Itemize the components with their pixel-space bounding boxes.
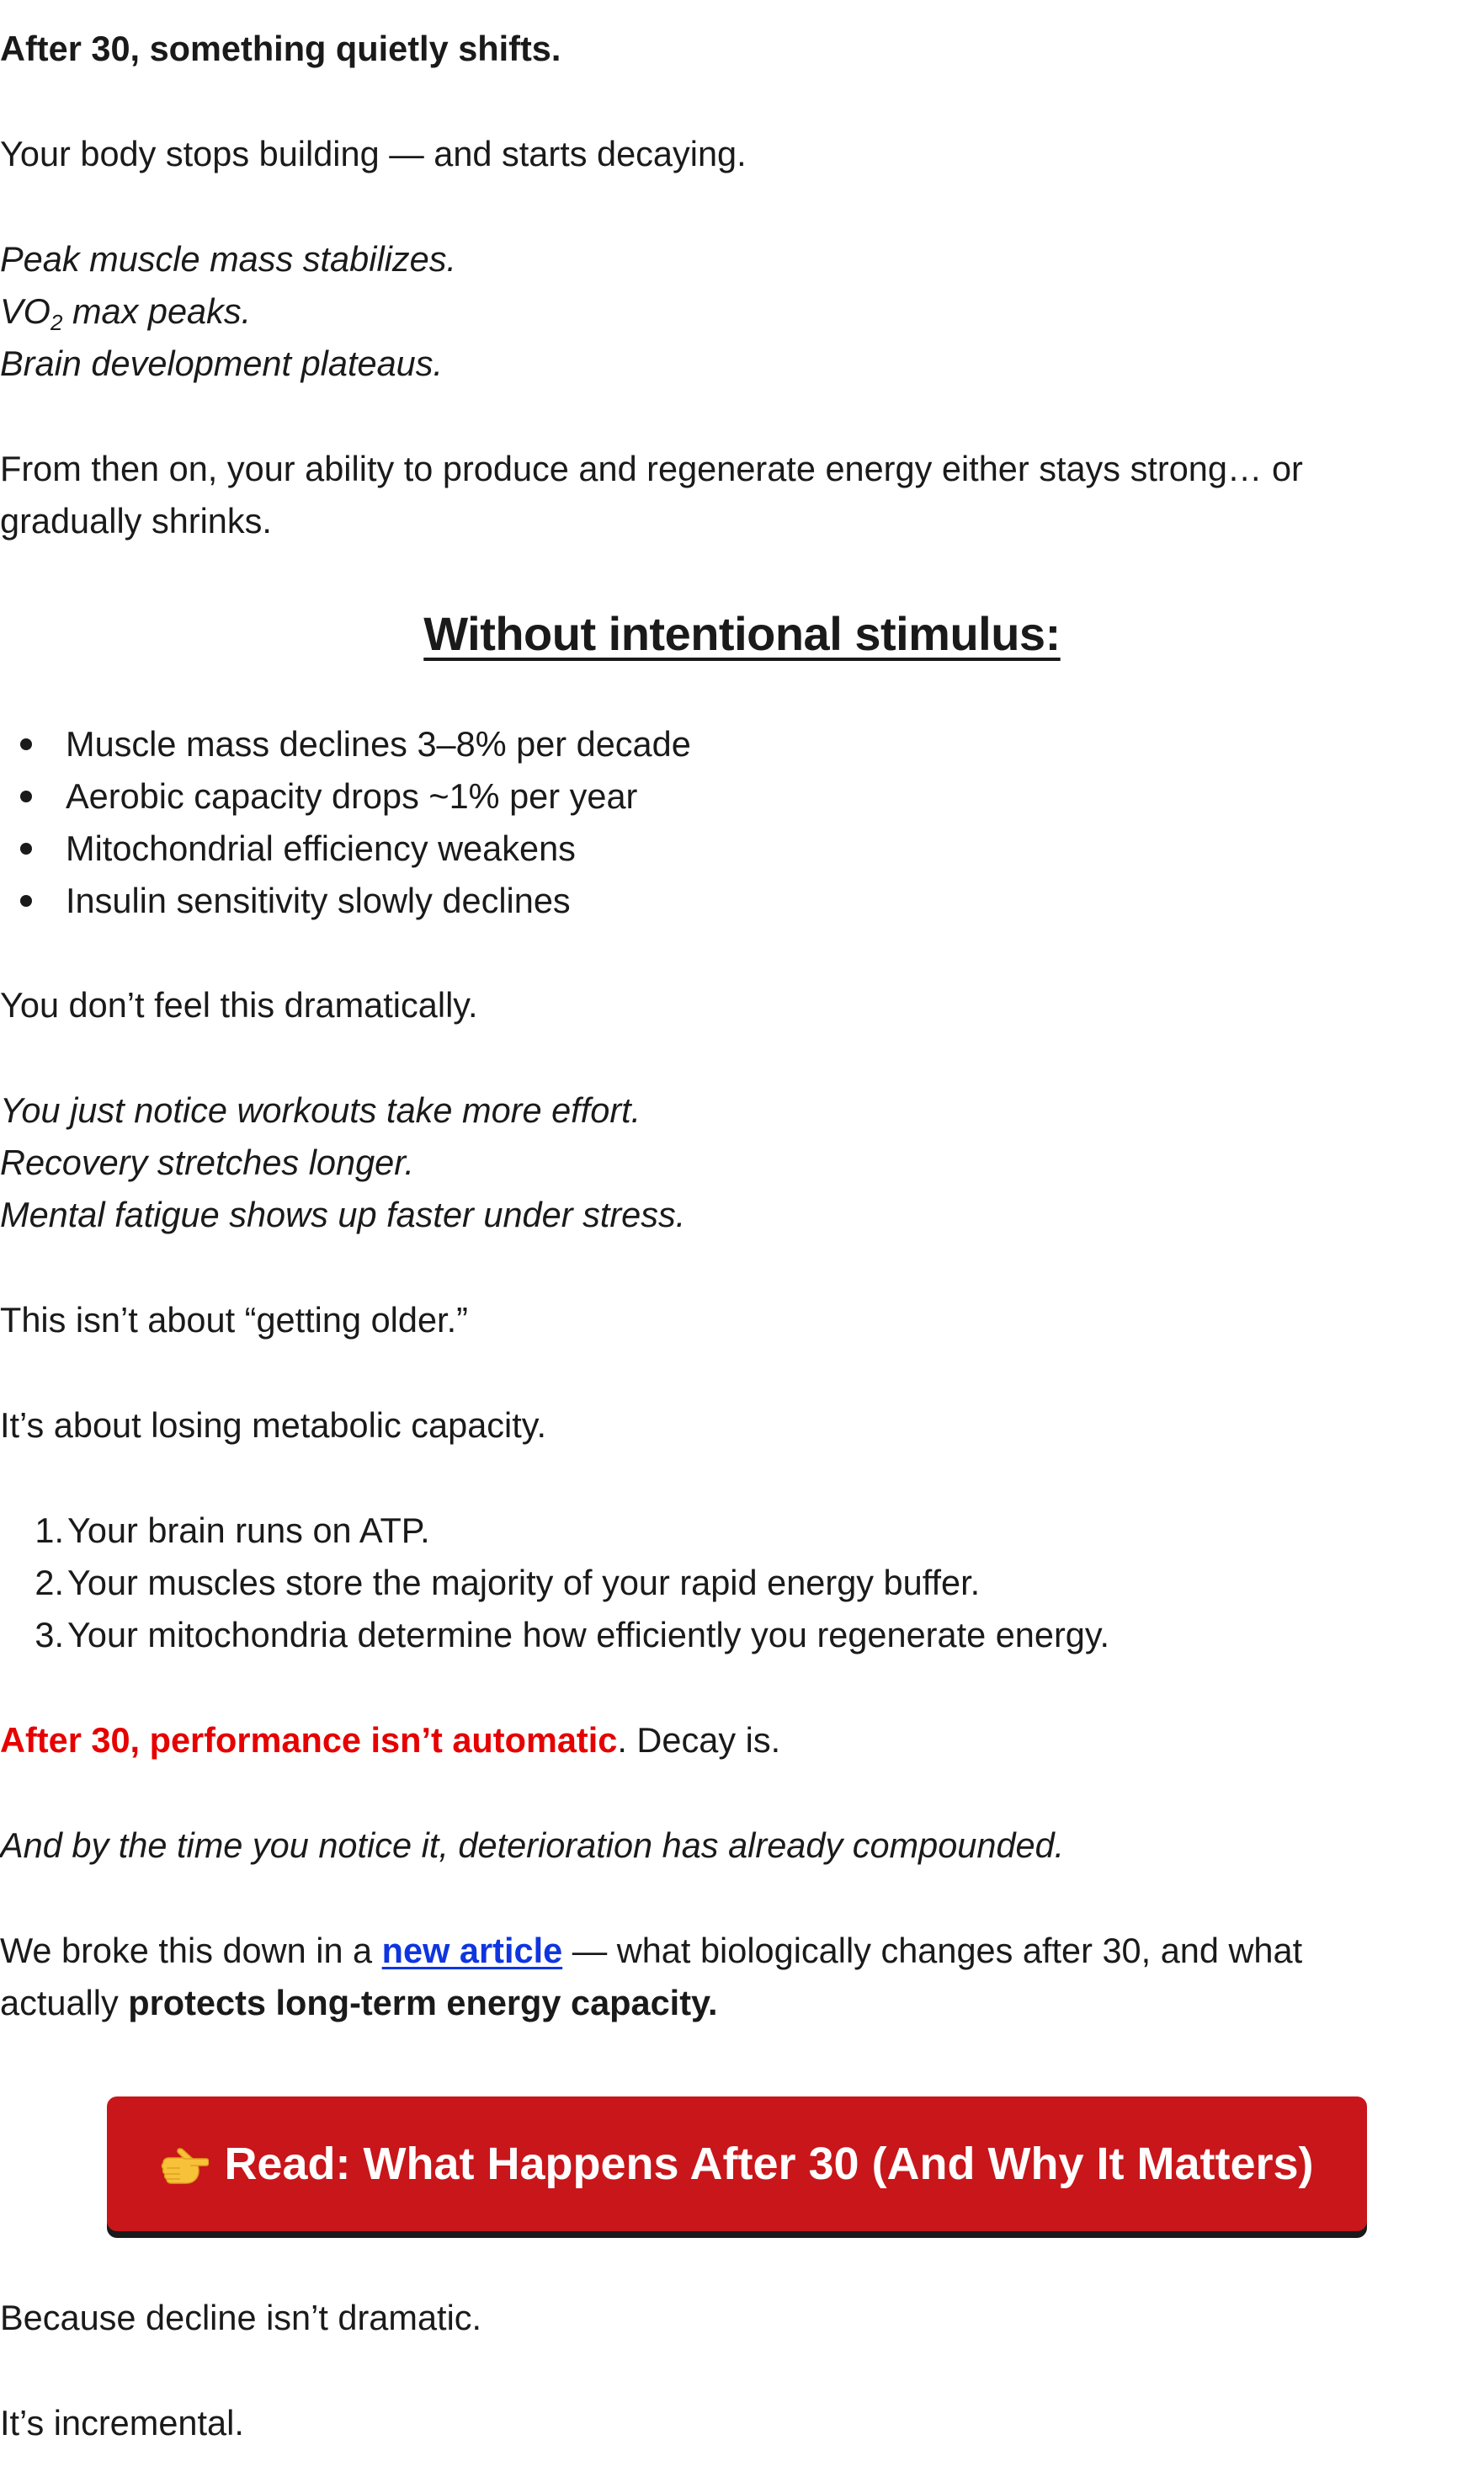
article-emphasis: protects long-term energy capacity. <box>128 1983 718 2022</box>
energy-paragraph-line-1: From then on, your ability to produce and regenerate energy either stays strong… or <box>0 449 1303 488</box>
older-paragraph: This isn’t about “getting older.” <box>0 1300 468 1340</box>
section-heading: Without intentional stimulus: <box>423 607 1061 660</box>
cta-container <box>107 2096 1367 2238</box>
peak-line-2 <box>0 285 251 338</box>
incremental-paragraph: It’s incremental. <box>0 2403 244 2443</box>
numbered-item-text: Your brain runs on ATP. <box>67 1510 430 1550</box>
vo2-subscript: 2 <box>50 310 63 335</box>
list-item-text: Muscle mass declines 3–8% per decade <box>66 724 691 764</box>
intro-paragraph: Your body stops building — and starts decaying. <box>0 134 747 173</box>
decay-paragraph <box>0 1714 780 1766</box>
numbered-item-text: Your muscles store the majority of your rapid energy buffer. <box>67 1563 981 1602</box>
notice-line-1: You just notice workouts take more effort. <box>0 1090 641 1130</box>
article-paragraph-line-2 <box>0 1977 718 2029</box>
article-intro: We broke this down in a <box>0 1931 382 1970</box>
bullet-dot <box>20 791 32 802</box>
article-paragraph-line-1 <box>0 1925 1302 1977</box>
pointing-hand-icon <box>160 2144 209 2181</box>
vo2-suffix: max peaks. <box>62 291 252 331</box>
compounded-paragraph: And by the time you notice it, deterioration has already compounded. <box>0 1825 1065 1865</box>
list-item-text: Mitochondrial efficiency weakens <box>66 828 576 868</box>
notice-line-3: Mental fatigue shows up faster under stress. <box>0 1195 686 1234</box>
numbered-item-index: 2. <box>35 1563 64 1602</box>
article-actually: actually <box>0 1983 129 2022</box>
notice-line-2: Recovery stretches longer. <box>0 1143 415 1182</box>
decline-paragraph: Because decline isn’t dramatic. <box>0 2298 482 2337</box>
new-article-link[interactable]: new article <box>381 1931 563 1970</box>
article-continued: — what biologically changes after 30, and what <box>562 1931 1303 1970</box>
list-item-text: Aerobic capacity drops ~1% per year <box>66 776 638 816</box>
numbered-item-index: 3. <box>35 1615 64 1654</box>
read-article-button[interactable] <box>107 2096 1367 2231</box>
numbered-item-text: Your mitochondria determine how efficiently you regenerate energy. <box>67 1615 1110 1654</box>
bullet-dot <box>20 843 32 855</box>
intro-headline: After 30, something quietly shifts. <box>0 29 561 68</box>
peak-line-3: Brain development plateaus. <box>0 344 444 383</box>
energy-paragraph-line-2: gradually shrinks. <box>0 501 272 541</box>
list-item-text: Insulin sensitivity slowly declines <box>66 881 571 920</box>
vo2-label: VO <box>0 291 51 331</box>
bullet-dot <box>20 895 32 907</box>
capacity-paragraph: It’s about losing metabolic capacity. <box>0 1405 546 1445</box>
read-article-button-label: Read: What Happens After 30 (And Why It Matters) <box>224 2139 1314 2189</box>
numbered-item-index: 1. <box>35 1510 64 1550</box>
peak-line-1: Peak muscle mass stabilizes. <box>0 239 456 279</box>
decay-suffix: . Decay is. <box>617 1720 781 1760</box>
feel-paragraph: You don’t feel this dramatically. <box>0 985 478 1025</box>
decay-highlight: After 30, performance isn’t automatic <box>0 1720 618 1760</box>
bullet-dot <box>20 738 32 750</box>
